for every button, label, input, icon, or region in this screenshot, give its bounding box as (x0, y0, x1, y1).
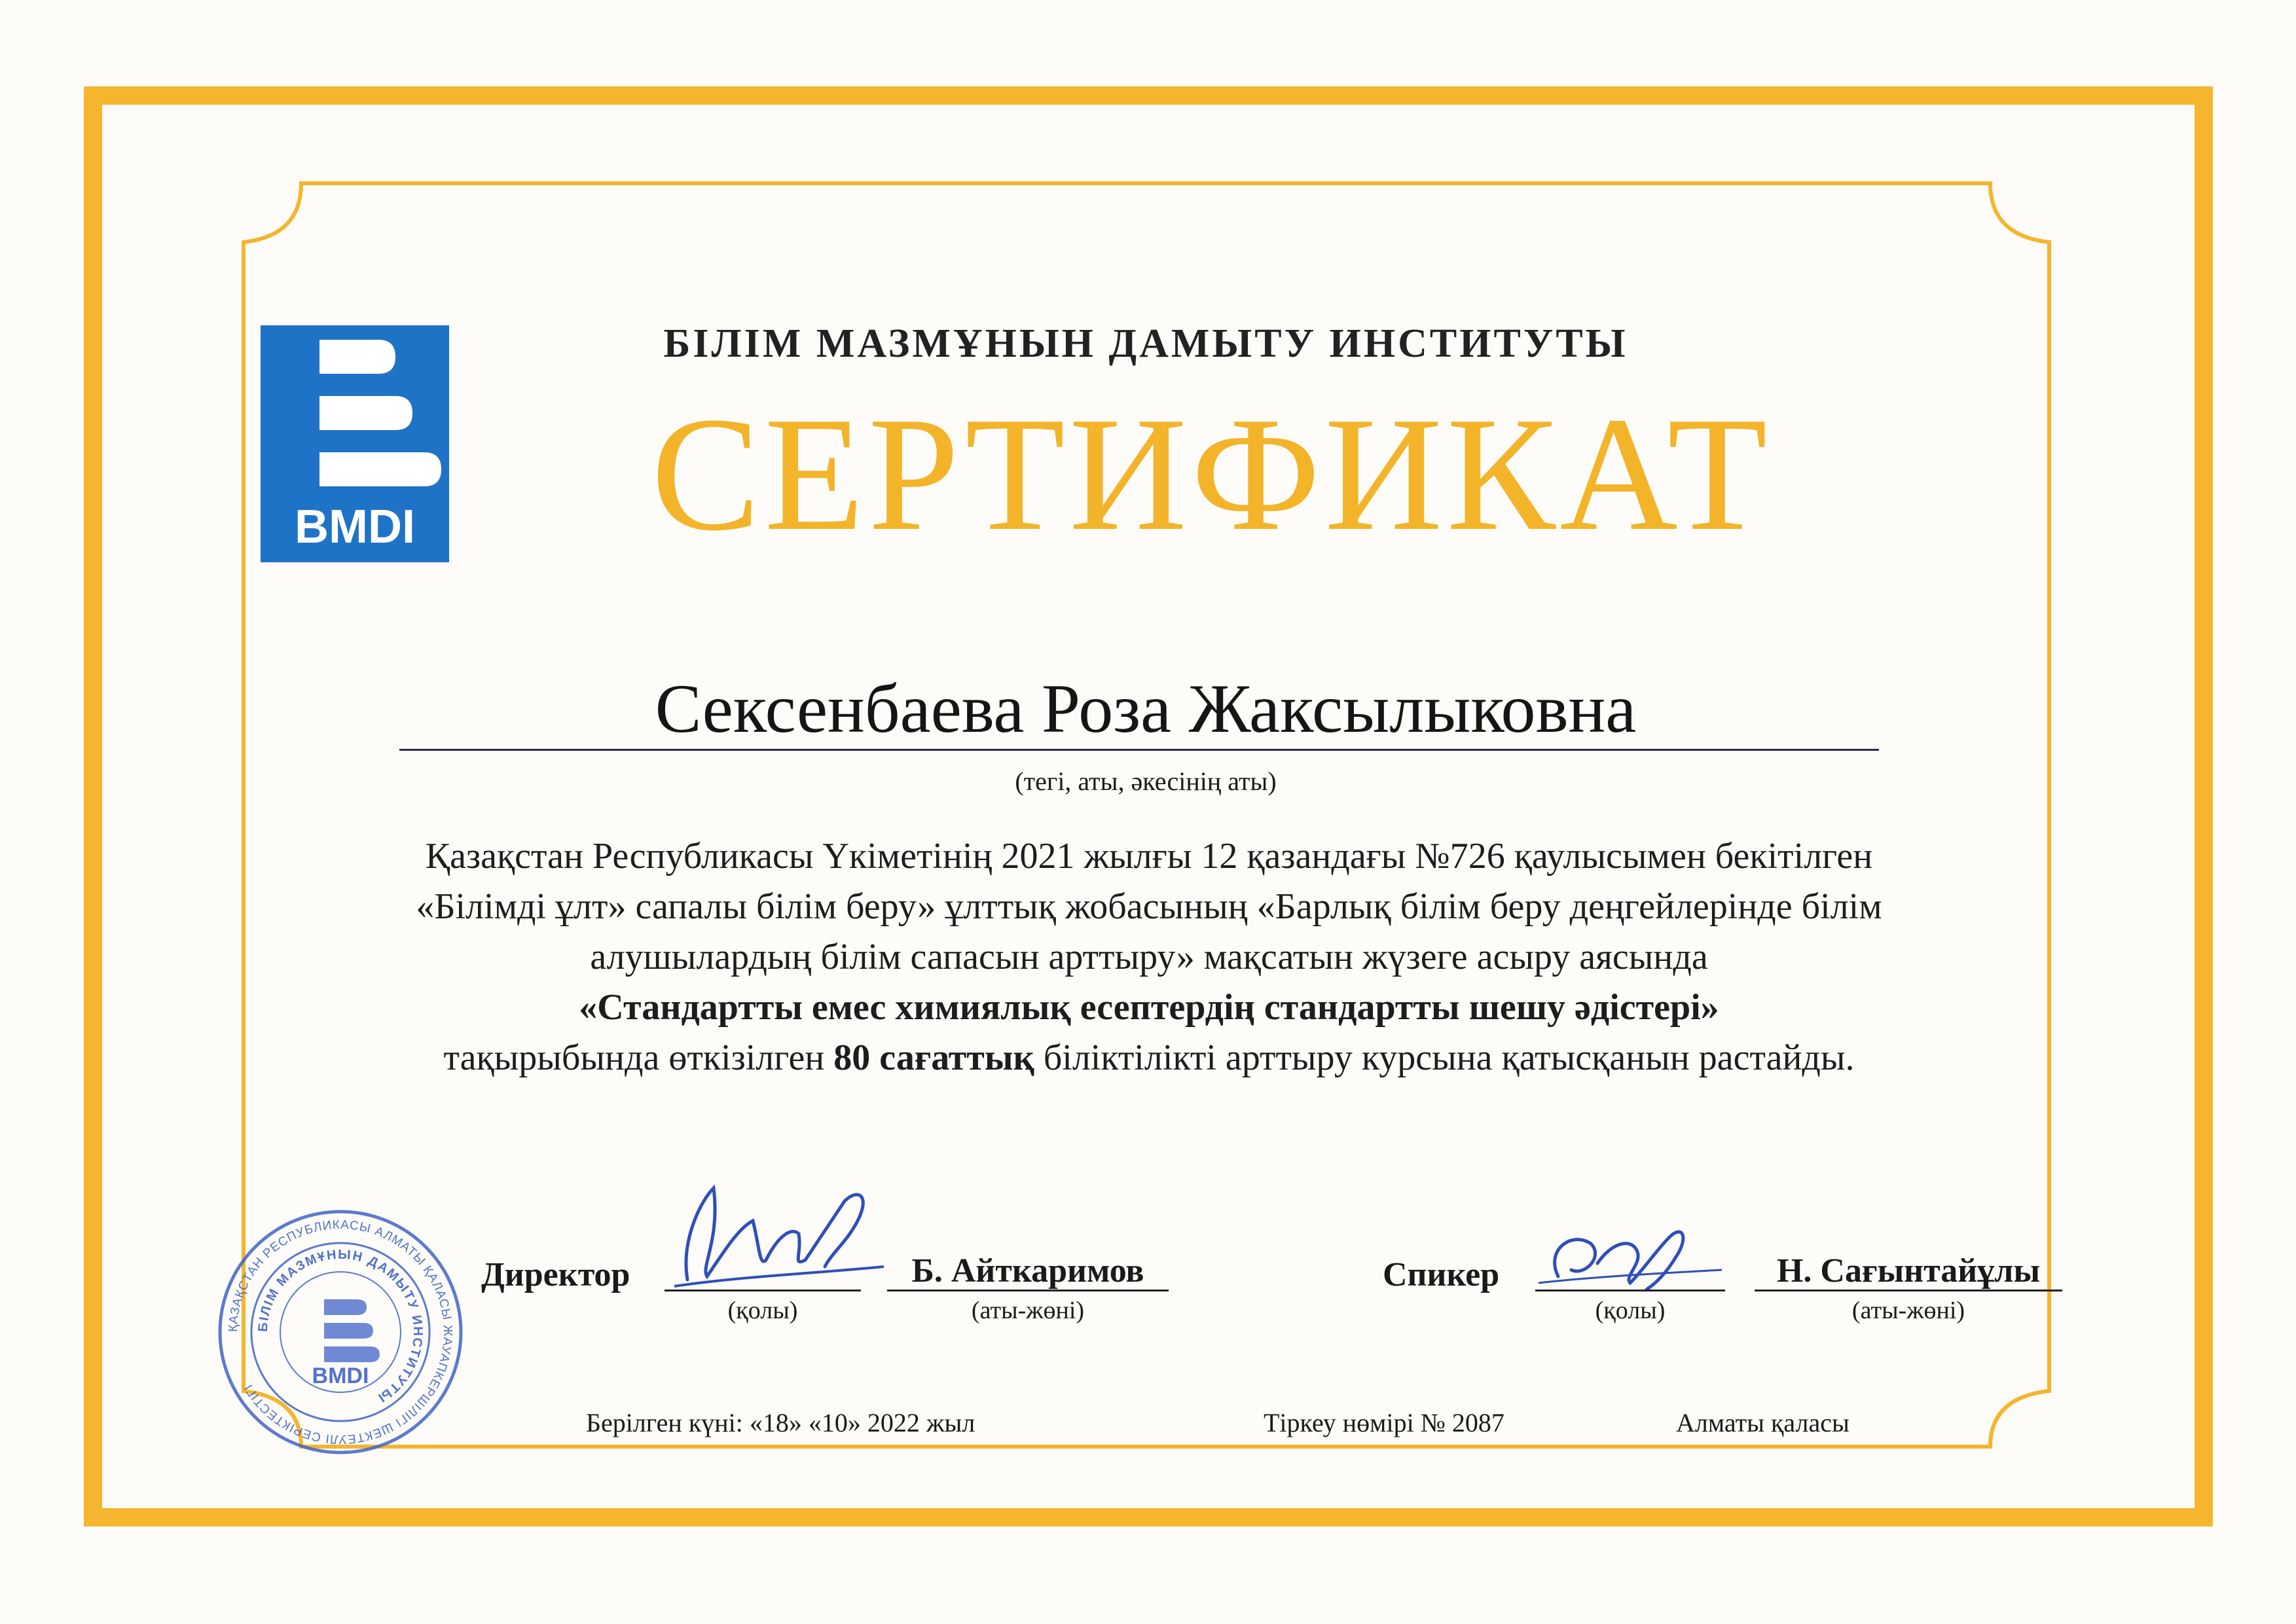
body-line-3: алушылардың білім сапасын арттыру» мақсатын жүзеге асыру аясында (590, 937, 1708, 977)
body-line-5 (216, 1033, 2082, 1083)
bmdi-logo (261, 325, 449, 562)
certificate-title: СЕРТИФИКАТ (651, 384, 1772, 565)
director-signature-line (665, 1290, 861, 1291)
seal-center-text: BMDI (312, 1363, 369, 1388)
director-signature (661, 1162, 897, 1306)
speaker-name-caption: (аты-жөні) (1851, 1297, 1965, 1324)
official-seal (216, 1208, 465, 1456)
speaker-signature-line (1535, 1290, 1725, 1291)
director-name-caption: (аты-жөні) (971, 1297, 1085, 1324)
certificate-body (216, 831, 2082, 1083)
body-line-5-start: тақырыбында өткізілген (443, 1038, 834, 1078)
director-label: Директор (481, 1256, 630, 1293)
course-hours: 80 сағаттық (833, 1038, 1034, 1078)
seal-outer-text: ҚАЗАҚСТАН РЕСПУБЛИКАСЫ АЛМАТЫ ҚАЛАСЫ ЖАУАПКЕРШІЛІГІ ШЕКТЕУЛІ СЕРІКТЕСТІГІ (226, 1218, 455, 1447)
logo-text: BMDI (295, 501, 415, 553)
name-underline (399, 749, 1879, 751)
speaker-name-line (1755, 1290, 2062, 1291)
body-line-1: Қазақстан Республикасы Үкіметінің 2021 жылғы 12 қазандағы №726 қаулысымен бекітілген (425, 836, 1873, 876)
name-caption: (тегі, аты, әкесінің аты) (1015, 767, 1277, 796)
registration-number: Тіркеу нөмірі № 2087 (1264, 1408, 1504, 1437)
speaker-name: Н. Сағынтайұлы (1776, 1252, 2041, 1290)
seal-inner-text: БІЛІМ МАЗМҰНЫН ДАМЫТУ ИНСТИТУТЫ (255, 1247, 426, 1406)
course-title: «Стандартты емес химиялық есептердің стандартты шешу әдістері» (579, 987, 1719, 1028)
body-line-2: «Білімді ұлт» сапалы білім беру» ұлттық жобасының «Барлық білім беру деңгейлерінде білім (416, 886, 1882, 927)
city: Алматы қаласы (1676, 1408, 1850, 1437)
speaker-sign-caption: (қолы) (1595, 1297, 1666, 1324)
speaker-signature (1532, 1211, 1728, 1303)
speaker-label: Спикер (1383, 1256, 1500, 1293)
issue-date: Берілген күні: «18» «10» 2022 жыл (586, 1408, 975, 1437)
institute-name: БІЛІМ МАЗМҰНЫН ДАМЫТУ ИНСТИТУТЫ (663, 321, 1628, 366)
director-sign-caption: (қолы) (727, 1297, 798, 1324)
director-name-line (887, 1290, 1169, 1291)
director-name: Б. Айткаримов (911, 1252, 1144, 1290)
recipient-name: Сексенбаева Роза Жаксылыковна (655, 670, 1637, 747)
body-line-5-end: біліктілікті арттыру курсына қатысқанын растайды. (1034, 1038, 1855, 1078)
